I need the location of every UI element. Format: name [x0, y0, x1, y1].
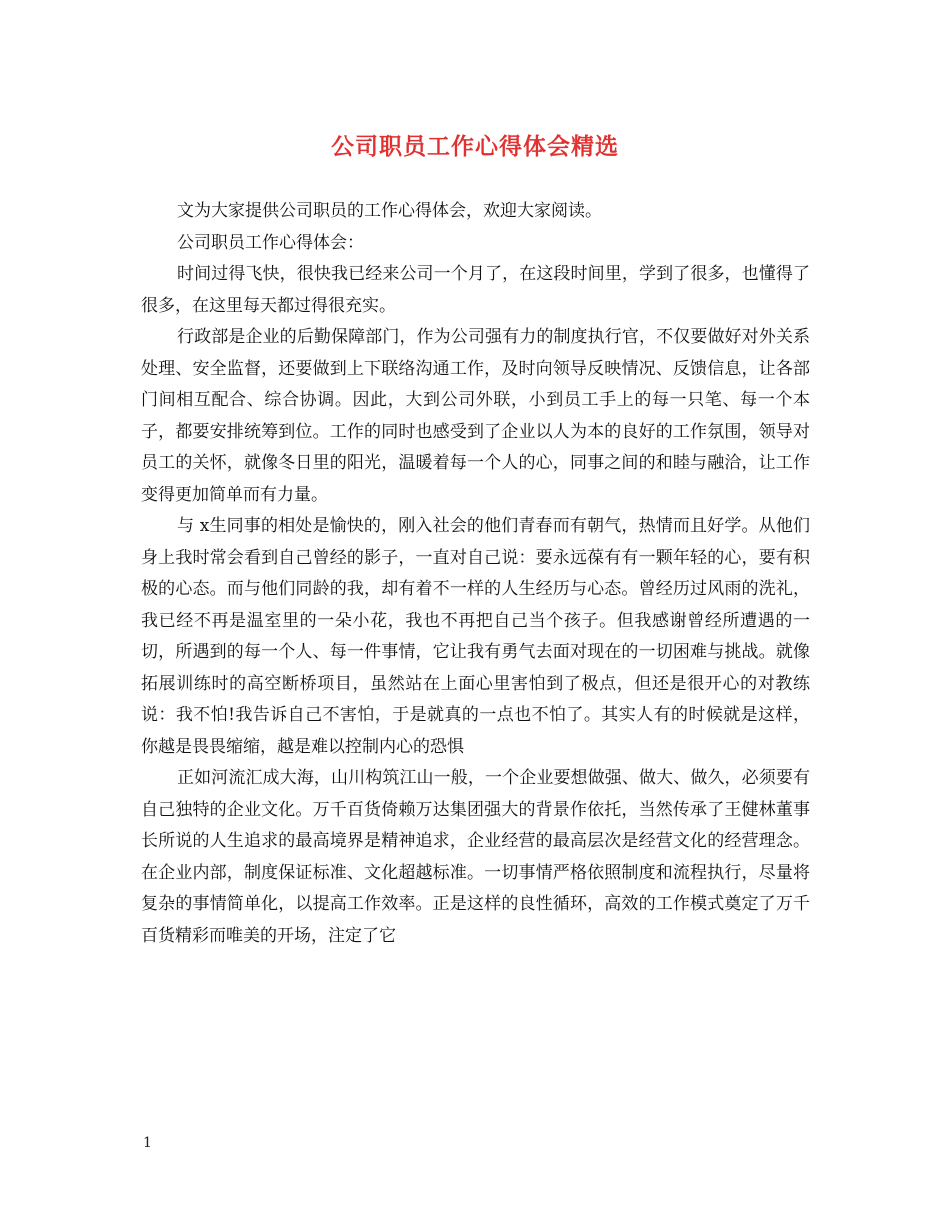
paragraph-2: 行政部是企业的后勤保障部门，作为公司强有力的制度执行官，不仅要做好对外关系处理、安全监督，还要做到上下联络沟通工作，及时向领导反映情况、反馈信息，让各部门间相互配合、综合协调。因此，大到公司外联，小到员工手上的每一只笔、每一个本子，都要安排统筹到位。工作的同时也感受到了企业以人为本的良好的工作氛围，领导对员工的关怀，就像冬日里的阳光，温暖着每一个人的心，同事之间的和睦与融洽，让工作变得更加简单而有力量。	[141, 327, 810, 505]
paragraph-intro: 文为大家提供公司职员的工作心得体会，欢迎大家阅读。	[177, 201, 602, 221]
paragraph-3: 与 ⅹ生同事的相处是愉快的，刚入社会的他们青春而有朝气，热情而且好学。从他们身上我时常会看到自己曾经的影子，一直对自己说：要永远葆有有一颗年轻的心，要有积极的心态。而与他们同龄的我，却有着不一样的人生经历与心态。曾经历过风雨的洗礼，我已经不再是温室里的一朵小花，我也不再把自己当个孩子。但我感谢曾经所遭遇的一切，所遇到的每一个人、每一件事情，它让我有勇气去面对现在的一切困难与挑战。就像拓展训练时的高空断桥项目，虽然站在上面心里害怕到了极点，但还是很开心的对教练说：我不怕!我告诉自己不害怕，于是就真的一点也不怕了。其实人有的时候就是这样，你越是畏畏缩缩，越是难以控制内心的恐惧	[141, 516, 810, 757]
page-number: 1	[143, 1135, 152, 1151]
document-body	[141, 196, 810, 952]
paragraph-1: 时间过得飞快，很快我已经来公司一个月了，在这段时间里，学到了很多，也懂得了很多，在这里每天都过得很充实。	[141, 264, 810, 316]
paragraph-4: 正如河流汇成大海，山川构筑江山一般，一个企业要想做强、做大、做久，必须要有自己独特的企业文化。万千百货倚赖万达集团强大的背景作依托，当然传承了王健林董事长所说的人生追求的最高境界是精神追求，企业经营的最高层次是经营文化的经营理念。在企业内部，制度保证标准、文化超越标准。一切事情严格依照制度和流程执行，尽量将复杂的事情简单化，以提高工作效率。正是这样的良性循环，高效的工作模式奠定了万千百货精彩而唯美的开场，注定了它	[141, 768, 810, 946]
document-title: 公司职员工作心得体会精选	[331, 134, 619, 160]
paragraph-subtitle: 公司职员工作心得体会：	[177, 232, 364, 253]
